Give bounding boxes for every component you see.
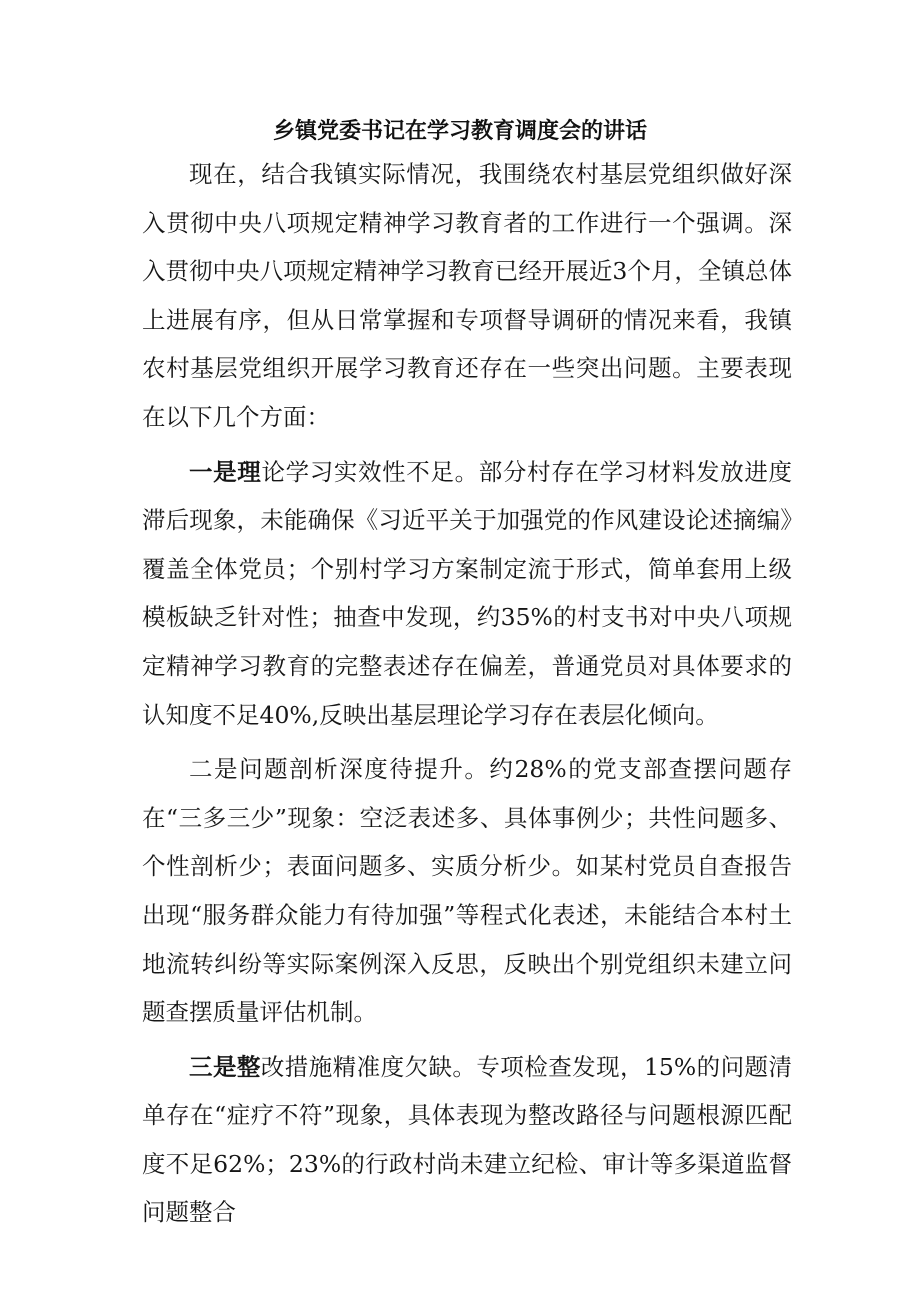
paragraph-point-2 [142,745,792,1037]
document-body [142,150,792,1237]
paragraph-point-3 [142,1043,792,1237]
paragraph-text: 论学习实效性不足。部分村存在学习材料发放进度滞后现象，未能确保《习近平关于加强党的作风建设论述摘编》覆盖全体党员；个别村学习方案制定流于形式，简单套用上级模板缺乏针对性；抽查中发现，约35%的村支书对中央八项规定精神学习教育的完整表述存在偏差，普通党员对具体要求的认知度不足40%,反映出基层理论学习存在表层化倾向。 [142,457,792,729]
paragraph-text: 改措施精准度欠缺。专项检查发现，15%的问题清单存在“症疗不符”现象，具体表现为整改路径与问题根源匹配度不足62%；23%的行政村尚未建立纪检、审计等多渠道监督问题整合 [142,1052,793,1227]
document-title: 乡镇党委书记在学习教育调度会的讲话 [272,118,647,144]
paragraph-lead: 一是理 [189,457,262,486]
paragraph-text: 二是问题剖析深度待提升。约28%的党支部查摆问题存在“三多三少”现象：空泛表述多、具体事例少；共性问题多、个性剖析少；表面问题多、实质分析少。如某村党员自查报告出现“服务群众能力有待加强”等程式化表述，未能结合本村土地流转纠纷等实际案例深入反思，反映出个别党组织未建立问题查摆质量评估机制。 [142,755,792,1027]
paragraph-lead: 三是整 [189,1052,261,1081]
paragraph-text: 现在，结合我镇实际情况，我围绕农村基层党组织做好深入贯彻中央八项规定精神学习教育者的工作进行一个强调。深入贯彻中央八项规定精神学习教育已经开展近3个月，全镇总体上进展有序，但从日常掌握和专项督导调研的情况来看，我镇农村基层党组织开展学习教育还存在一些突出问题。主要表现在以下几个方面： [142,160,792,431]
paragraph-intro [142,150,792,442]
paragraph-point-1 [142,448,792,740]
